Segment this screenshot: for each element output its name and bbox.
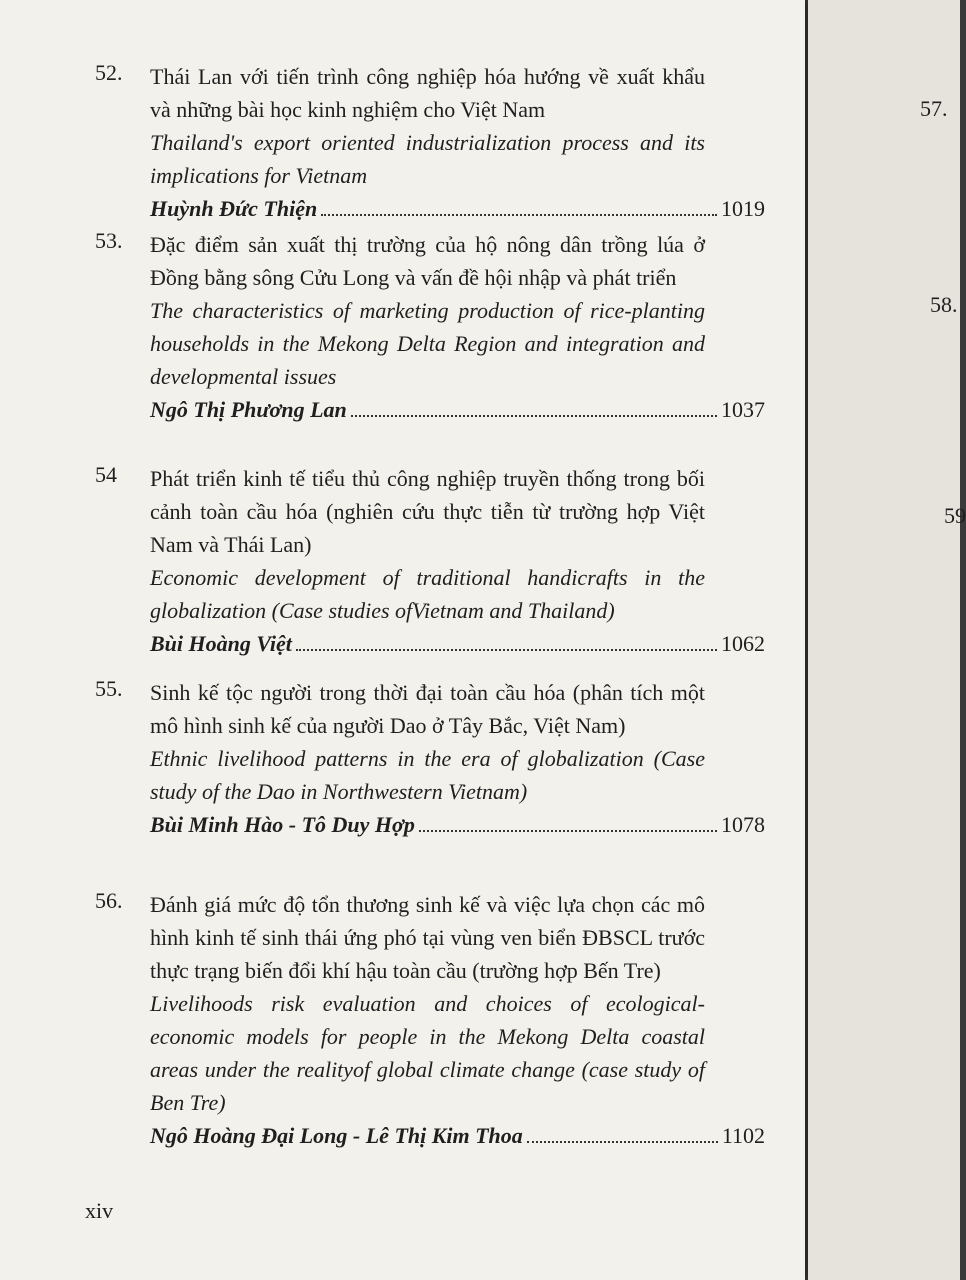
entry-author: Ngô Thị Phương Lan	[150, 397, 347, 422]
right-page-entry-number: 58.	[930, 292, 958, 317]
entry-title-en: Ethnic livelihood patterns in the era of globalization (Case study of the Dao in Northwestern Vietnam)	[150, 746, 705, 804]
entry-title-en: Livelihoods risk evaluation and choices of ecological-economic models for people in the Mekong Delta coastal areas under the realityof global climate change (case study of Ben Tre)	[150, 991, 705, 1115]
dot-leader	[351, 415, 717, 417]
right-page-entry-number: 57.	[920, 96, 948, 121]
entry-author: Bùi Minh Hào - Tô Duy Hợp	[150, 812, 415, 837]
entry-number: 56.	[95, 888, 123, 913]
author-line	[150, 627, 765, 660]
entry-title-en: Thailand's export oriented industrialization process and its implications for Vietnam	[150, 130, 705, 188]
right-page	[808, 0, 960, 1280]
entry-title-vi: Sinh kế tộc người trong thời đại toàn cầu hóa (phân tích một mô hình sinh kế của người Dao ở Tây Bắc, Việt Nam)	[150, 680, 705, 738]
entry-author: Bùi Hoàng Việt	[150, 631, 292, 656]
author-line	[150, 808, 765, 841]
entry-title-vi: Đặc điểm sản xuất thị trường của hộ nông dân trồng lúa ở Đồng bằng sông Cửu Long và vấn đề hội nhập và phát triển	[150, 232, 705, 290]
entry-page-number: 1037	[721, 397, 765, 422]
entry-title-en: Economic development of traditional handicrafts in the globalization (Case studies ofVietnam and Thailand)	[150, 565, 705, 623]
entry-number: 54	[95, 462, 117, 487]
entry-title-vi: Thái Lan với tiến trình công nghiệp hóa hướng về xuất khẩu và những bài học kinh nghiệm cho Việt Nam	[150, 64, 705, 122]
dot-leader	[296, 649, 717, 651]
right-page-entry-number: 59	[944, 503, 966, 528]
entry-page-number: 1078	[721, 812, 765, 837]
toc-entry-55	[95, 676, 775, 841]
author-line	[150, 393, 765, 426]
entry-number: 55.	[95, 676, 123, 701]
entry-title-vi: Phát triển kinh tế tiểu thủ công nghiệp truyền thống trong bối cảnh toàn cầu hóa (nghiên cứu thực tiễn từ trường hợp Việt Nam và Thái Lan)	[150, 466, 705, 557]
dot-leader	[321, 214, 717, 216]
entry-page-number: 1102	[721, 1123, 765, 1148]
entry-title-en: The characteristics of marketing production of rice-planting households in the Mekong Delta Region and integration and developmental issues	[150, 298, 705, 389]
toc-entry-54	[95, 462, 775, 660]
author-line	[150, 1119, 765, 1152]
author-line	[150, 192, 765, 225]
entry-page-number: 1019	[721, 196, 765, 221]
entry-author: Ngô Hoàng Đại Long - Lê Thị Kim Thoa	[150, 1123, 523, 1148]
entry-author: Huỳnh Đức Thiện	[150, 196, 318, 221]
entry-page-number: 1062	[721, 631, 765, 656]
page-footer-number: xiv	[85, 1198, 114, 1223]
entry-number: 52.	[95, 60, 123, 85]
toc-entry-53	[95, 228, 775, 426]
dot-leader	[527, 1141, 718, 1143]
entry-number: 53.	[95, 228, 123, 253]
entry-title-vi: Đánh giá mức độ tổn thương sinh kế và việc lựa chọn các mô hình kinh tế sinh thái ứng phó tại vùng ven biển ĐBSCL trước thực trạng biến đổi khí hậu toàn cầu (trường hợp Bến Tre)	[150, 892, 705, 983]
toc-entry-52	[95, 60, 775, 225]
toc-entry-56	[95, 888, 775, 1152]
dot-leader	[419, 830, 717, 832]
